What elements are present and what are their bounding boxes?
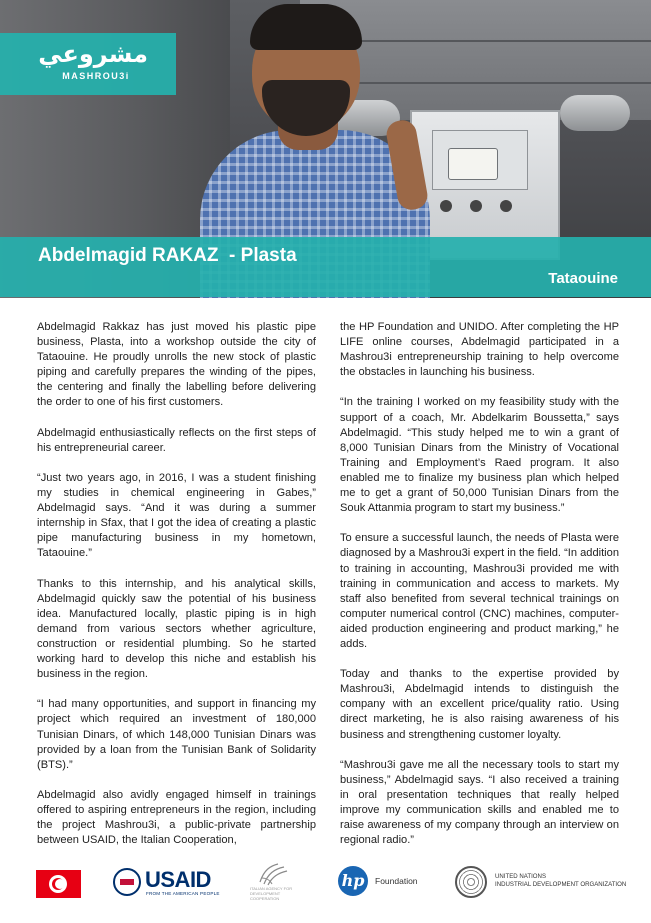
hp-letters: hp — [341, 871, 365, 890]
paragraph: Abdelmagid enthusiastically reflects on the first steps of his entrepreneurial career. — [37, 426, 316, 454]
logo-arabic-text: مشروعي — [38, 40, 148, 68]
logo-latin-text: MASHROU3i — [62, 71, 130, 81]
un-emblem-icon — [455, 866, 487, 898]
page-title: Abdelmagid RAKAZ - Plasta — [38, 245, 297, 266]
usaid-tagline: FROM THE AMERICAN PEOPLE — [146, 891, 220, 896]
usaid-wordmark: USAID — [145, 867, 211, 892]
paragraph: Abdelmagid Rakkaz has just moved his plastic pipe business, Plasta, into a workshop outside the city of Tataouine. He proudly unrolls the new stock of plastic piping and carefully prepares the winding of the pipes, the centering and finally the labelling before delivering the order to one of his first customers. — [37, 321, 316, 409]
hands-icon — [256, 860, 290, 886]
title-band — [0, 237, 651, 297]
usaid-seal-icon — [113, 868, 141, 896]
paragraph: To ensure a successful launch, the needs of Plasta were diagnosed by a Mashrou3i expert in the field. “In addition to training in accounting, Mashrou3i provided me with training in communication and access to markets. My staff also benefited from several technical trainings on computer numerical control (CNC) machines, computer-aided production engineering and product marking,” he adds. — [340, 532, 619, 650]
italian-agency-text: ITALIAN AGENCY FOR DEVELOPMENT COOPERATION — [250, 886, 293, 901]
unido-text — [495, 873, 626, 889]
mashrou3i-logo — [0, 33, 176, 95]
machine-knob — [500, 200, 512, 212]
partner-logos — [0, 858, 651, 908]
paragraph: “In the training I worked on my feasibility study with the support of a coach, Mr. Abdelkarim Boussetta,” says Abdelmagid. “This study helped me to win a grant of 8,000 Tunisian Dinars from the Ministry of Vocational Training and Employment’s Raed program. It also enabled me to finalize my business plan which helped me to get a grant of 50,000 Tunisian Dinars from the Souk Attanmia program to start my business.” — [340, 396, 619, 515]
unido-line-1: UNITED NATIONS — [495, 873, 547, 880]
unido-logo — [455, 864, 635, 902]
paragraph: “Just two years ago, in 2016, I was a student finishing my studies in chemical engineering in Gabes,” Abdelmagid says. “And it was during a summer internship in Sfax, that I got the idea of creating a plastic pipe manufacturing business in my hometown, Tataouine.” — [37, 471, 316, 560]
usaid-logo — [113, 864, 223, 900]
person-hair — [250, 4, 362, 50]
machine-knob — [440, 200, 452, 212]
flag-crescent-cut — [55, 879, 65, 889]
machine-gauge — [448, 148, 498, 180]
machine-knob — [470, 200, 482, 212]
hp-foundation-logo — [338, 866, 428, 902]
unido-line-2: INDUSTRIAL DEVELOPMENT ORGANIZATION — [495, 881, 627, 888]
italian-cooperation-logo — [250, 860, 300, 904]
paragraph: Today and thanks to the expertise provided by Mashrou3i, Abdelmagid intends to distinguish the company with an excellent price/quality ratio. Using direct marketing, he is also raising awareness of his business and strengthening customer loyalty. — [340, 668, 619, 741]
article-column-right — [340, 320, 619, 848]
paragraph: “Mashrou3i gave me all the necessary tools to start my business,” Abdelmagid says. “I also received a training in oral presentation techniques that really helped improve my communication skills and enabled me to raise awareness of my company through an interview on regional radio.” — [340, 758, 619, 847]
paragraph: the HP Foundation and UNIDO. After completing the HP LIFE online courses, Abdelmagid participated in a Mashrou3i entrepreneurship training to help overcome the obstacles in launching his business. — [340, 321, 619, 379]
pipe-roller — [560, 95, 630, 131]
hp-foundation-label: Foundation — [375, 876, 418, 886]
paragraph: Abdelmagid also avidly engaged himself in trainings offered to aspiring entrepreneurs in the region, including the project Mashrou3i, a public-private partnership between USAID, the Italian Cooperation, — [37, 788, 316, 847]
paragraph: Thanks to this internship, and his analytical skills, Abdelmagid quickly saw the potential of his business idea. Manufactured locally, plastic piping is in high demand from various sectors whether agriculture, construction or residential plumbing. So he started working hard to develop this niche and establish his business in the region. — [37, 577, 316, 681]
paragraph: “I had many opportunities, and support in financing my project which required an investment of 180,000 Tunisian Dinars, of which 148,000 Tunisian Dinars was provided by a loan from the Tunisian Bank of Solidarity (BTS).” — [37, 698, 316, 771]
location-label: Tataouine — [548, 270, 618, 287]
tunisia-flag-icon — [36, 870, 81, 898]
article-column-left — [37, 320, 316, 848]
